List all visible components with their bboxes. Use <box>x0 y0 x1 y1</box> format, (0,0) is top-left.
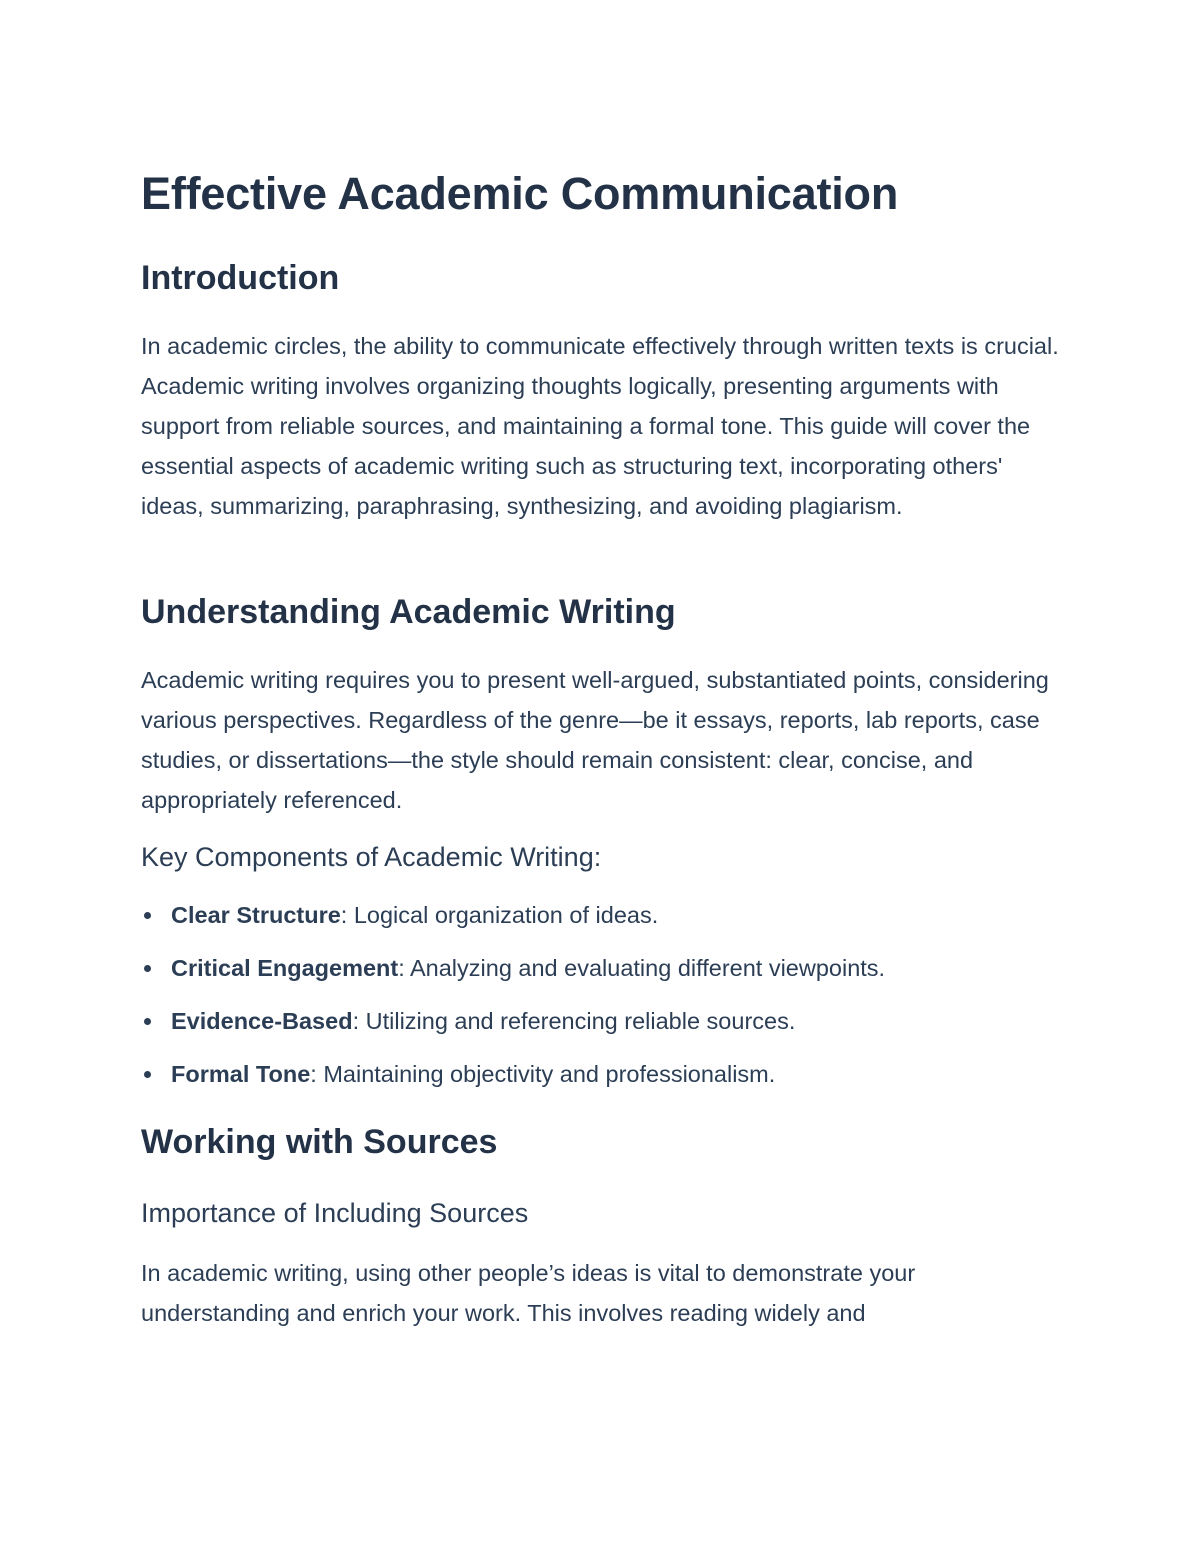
list-item-term: Clear Structure <box>171 902 341 928</box>
understanding-paragraph: Academic writing requires you to present well-argued, substantiated points, considering various perspectives. Regardless of the genre—be it essays, reports, lab reports, case studies, or dissertations—the style should remain consistent: clear, concise, and appropriately referenced. <box>141 667 1049 813</box>
working-with-sources-heading: Working with Sources <box>141 1123 498 1161</box>
list-item <box>141 1054 1066 1094</box>
list-item-term: Evidence-Based <box>171 1008 353 1034</box>
bullet-icon <box>144 965 151 972</box>
list-item-text: : Maintaining objectivity and professionalism. <box>310 1061 776 1087</box>
introduction-paragraph: In academic circles, the ability to communicate effectively through written texts is crucial. Academic writing involves organizing thoughts logically, presenting arguments with support from reliable sources, and maintaining a formal tone. This guide will cover the essential aspects of academic writing such as structuring text, incorporating others' ideas, summarizing, paraphrasing, synthesizing, and avoiding plagiarism. <box>141 333 1059 519</box>
key-components-list <box>141 895 1066 1107</box>
introduction-heading: Introduction <box>141 259 340 297</box>
list-item-text: : Logical organization of ideas. <box>340 902 659 928</box>
sources-paragraph: In academic writing, using other people’s ideas is vital to demonstrate your understanding and enrich your work. This involves reading widely and <box>141 1260 916 1326</box>
list-item-term: Critical Engagement <box>171 955 399 981</box>
list-item <box>141 895 1066 935</box>
list-item-text: : Analyzing and evaluating different viewpoints. <box>398 955 886 981</box>
importance-of-sources-subheading: Importance of Including Sources <box>141 1198 529 1228</box>
bullet-icon <box>144 1018 151 1025</box>
list-item-term: Formal Tone <box>171 1061 311 1087</box>
list-item <box>141 948 1066 988</box>
list-item <box>141 1001 1066 1041</box>
understanding-heading: Understanding Academic Writing <box>141 593 676 631</box>
key-components-subheading: Key Components of Academic Writing: <box>141 842 602 872</box>
document-title: Effective Academic Communication <box>141 168 899 219</box>
bullet-icon <box>144 1071 151 1078</box>
list-item-text: : Utilizing and referencing reliable sources. <box>352 1008 796 1034</box>
bullet-icon <box>144 912 151 919</box>
